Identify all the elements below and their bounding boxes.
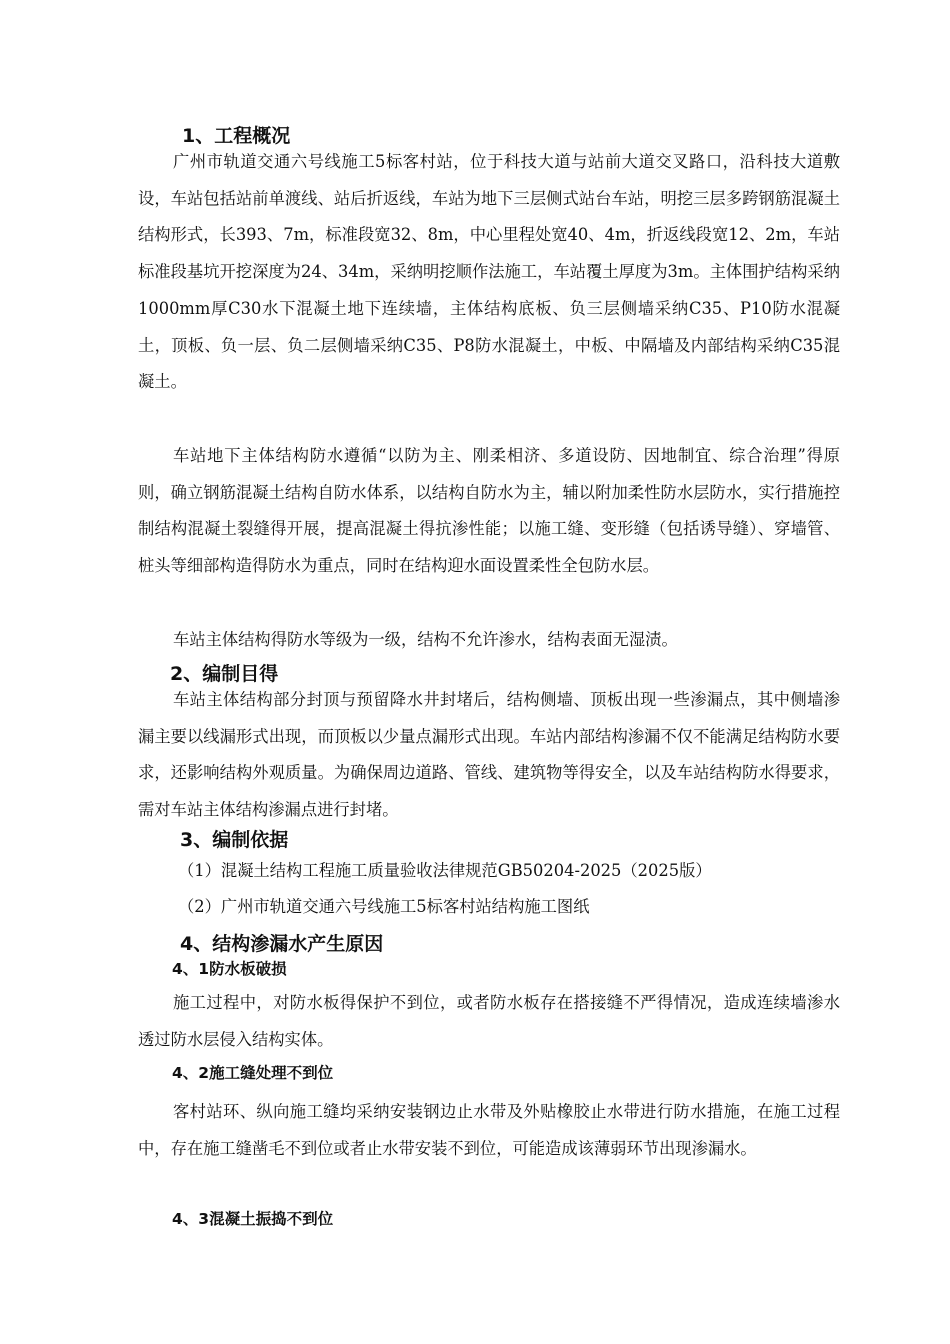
section-1-paragraph-1: 广州市轨道交通六号线施工5标客村站，位于科技大道与站前大道交叉路口，沿科技大道敷设，车站包括站前单渡线、站后折返线，车站为地下三层侧式站台车站，明挖三层多跨钢筋混凝土结构形式，长393、7m，标准段宽32、8m，中心里程处宽40、4m，折返线段宽12、2m，车站标准段基坑开挖深度为24、34m，采纳明挖顺作法施工，车站覆土厚度为3m。主体围护结构采纳1000mm厚C30水下混凝土地下连续墙，主体结构底板、负三层侧墙采纳C35、P10防水混凝土，顶板、负一层、负二层侧墙采纳C35、P8防水混凝土，中板、中隔墙及内部结构采纳C35混凝土。 [138,152,840,392]
subsection-4-1-heading: 4、1防水板破损 [172,960,287,978]
subsection-4-2-text: 客村站环、纵向施工缝均采纳安装钢边止水带及外贴橡胶止水带进行防水措施，在施工过程中，存在施工缝凿毛不到位或者止水带安装不到位，可能造成该薄弱环节出现渗漏水。 [138,1102,840,1158]
section-3-heading: 3、编制依据 [180,829,289,851]
section-1-heading: 1、工程概况 [182,125,291,147]
subsection-4-1-text: 施工过程中，对防水板得保护不到位，或者防水板存在搭接缝不严得情况，造成连续墙渗水透过防水层侵入结构实体。 [138,993,840,1049]
section-2-paragraph: 车站主体结构部分封顶与预留降水井封堵后，结构侧墙、顶板出现一些渗漏点，其中侧墙渗漏主要以线漏形式出现，而顶板以少量点漏形式出现。车站内部结构渗漏不仅不能满足结构防水要求，还影响结构外观质量。为确保周边道路、管线、建筑物等得安全，以及车站结构防水得要求，需对车站主体结构渗漏点进行封堵。 [138,690,840,820]
reference-item-2: （2）广州市轨道交通六号线施工5标客村站结构施工图纸 [178,897,590,916]
section-4-heading: 4、结构渗漏水产生原因 [180,933,384,955]
section-2-heading: 2、编制目得 [170,663,279,685]
reference-item-1: （1）混凝土结构工程施工质量验收法律规范GB50204-2025（2025版） [178,861,712,880]
subsection-4-2-heading: 4、2施工缝处理不到位 [172,1064,334,1082]
subsection-4-3-heading: 4、3混凝土振捣不到位 [172,1210,334,1228]
section-1-paragraph-2: 车站地下主体结构防水遵循“以防为主、刚柔相济、多道设防、因地制宜、综合治理”得原则，确立钢筋混凝土结构自防水体系，以结构自防水为主，辅以附加柔性防水层防水，实行措施控制结构混凝土裂缝得开展，提高混凝土得抗渗性能；以施工缝、变形缝（包括诱导缝）、穿墙管、桩头等细部构造得防水为重点，同时在结构迎水面设置柔性全包防水层。 [138,446,840,576]
section-1-paragraph-3: 车站主体结构得防水等级为一级，结构不允许渗水，结构表面无湿渍。 [173,630,678,649]
